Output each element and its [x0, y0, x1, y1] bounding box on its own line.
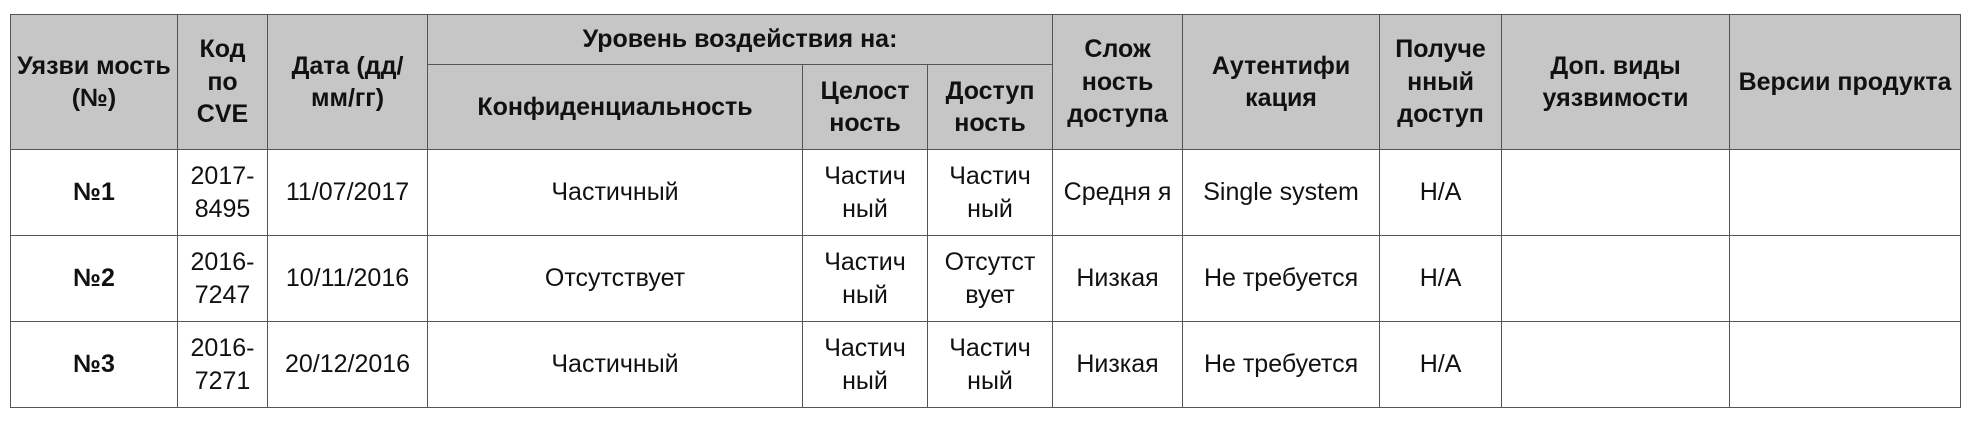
cell-complexity: Низкая: [1053, 236, 1183, 322]
header-availability: Доступ ность: [928, 65, 1053, 150]
vulnerability-table: [10, 14, 1961, 408]
cell-integrity: Частич ный: [803, 322, 928, 408]
cell-access-gained: Н/А: [1380, 322, 1502, 408]
cell-availability: Частич ный: [928, 150, 1053, 236]
cell-extra-types: [1502, 150, 1730, 236]
cell-date: 11/07/2017: [268, 150, 428, 236]
table-row: [11, 236, 1961, 322]
cell-extra-types: [1502, 236, 1730, 322]
cell-availability: Отсутст вует: [928, 236, 1053, 322]
header-confidentiality: Конфиденциальность: [428, 65, 803, 150]
cell-cve: 2016-7247: [178, 236, 268, 322]
cell-authentication: Single system: [1183, 150, 1380, 236]
cell-cve: 2017-8495: [178, 150, 268, 236]
table-row: [11, 150, 1961, 236]
cell-versions: [1730, 322, 1961, 408]
cell-vuln: №3: [11, 322, 178, 408]
cell-authentication: Не требуется: [1183, 322, 1380, 408]
cell-access-gained: Н/А: [1380, 150, 1502, 236]
cell-confidentiality: Частичный: [428, 150, 803, 236]
cell-vuln: №2: [11, 236, 178, 322]
cell-cve: 2016-7271: [178, 322, 268, 408]
header-cve: Код по CVE: [178, 15, 268, 150]
vulnerability-table-container: [10, 14, 1961, 408]
header-date: Дата (дд/ мм/гг): [268, 15, 428, 150]
cell-versions: [1730, 150, 1961, 236]
cell-availability: Частич ный: [928, 322, 1053, 408]
cell-date: 20/12/2016: [268, 322, 428, 408]
cell-complexity: Средня я: [1053, 150, 1183, 236]
header-vuln: Уязви мость (№): [11, 15, 178, 150]
cell-extra-types: [1502, 322, 1730, 408]
header-authentication: Аутентифи кация: [1183, 15, 1380, 150]
header-impact-group: Уровень воздействия на:: [428, 15, 1053, 65]
header-access-gained: Получе нный доступ: [1380, 15, 1502, 150]
table-row: [11, 322, 1961, 408]
cell-vuln: №1: [11, 150, 178, 236]
cell-date: 10/11/2016: [268, 236, 428, 322]
cell-versions: [1730, 236, 1961, 322]
cell-integrity: Частич ный: [803, 236, 928, 322]
header-complexity: Слож ность доступа: [1053, 15, 1183, 150]
cell-access-gained: Н/А: [1380, 236, 1502, 322]
cell-integrity: Частич ный: [803, 150, 928, 236]
cell-authentication: Не требуется: [1183, 236, 1380, 322]
cell-complexity: Низкая: [1053, 322, 1183, 408]
cell-confidentiality: Отсутствует: [428, 236, 803, 322]
header-versions: Версии продукта: [1730, 15, 1961, 150]
header-integrity: Целост ность: [803, 65, 928, 150]
cell-confidentiality: Частичный: [428, 322, 803, 408]
header-extra-types: Доп. виды уязвимости: [1502, 15, 1730, 150]
